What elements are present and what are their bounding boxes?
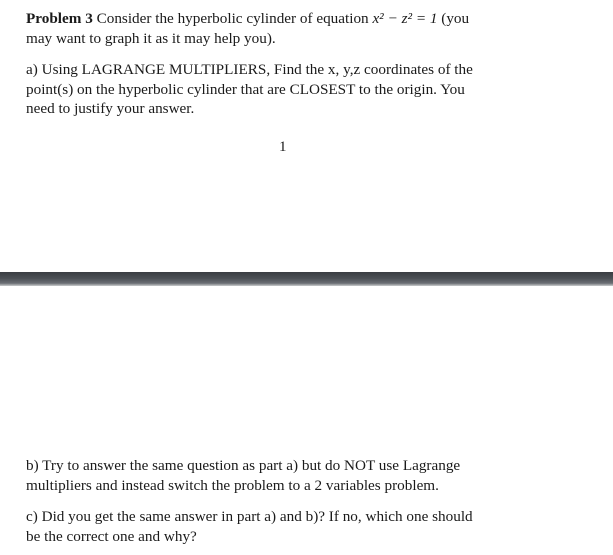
problem-heading: Problem 3 [26, 10, 93, 27]
part-a-line-2: point(s) on the hyperbolic cylinder that are CLOSEST to the origin. You [26, 80, 465, 98]
part-c-line-1: c) Did you get the same answer in part a) and b)? If no, which one should [26, 508, 473, 525]
problem-intro: Consider the hyperbolic cylinder of equation [96, 10, 369, 27]
part-a-line-3: need to justify your answer. [26, 100, 195, 117]
part-c-question [26, 507, 546, 546]
problem-statement-line-1 [26, 9, 546, 29]
problem-intro-continued: (you [441, 10, 470, 27]
part-a-question [26, 60, 546, 119]
hyperbolic-cylinder-equation: x² − z² = 1 [372, 10, 438, 27]
problem-statement-line-2: may want to graph it as it may help you). [26, 29, 276, 47]
problem-statement [26, 9, 546, 48]
page-number: 1 [279, 139, 287, 155]
part-b-question [26, 456, 546, 495]
part-c-line-2: be the correct one and why? [26, 527, 197, 545]
part-b-line-1: b) Try to answer the same question as part a) but do NOT use Lagrange [26, 457, 461, 474]
document-page-1 [0, 0, 613, 272]
part-b-line-2: multipliers and instead switch the problem to a 2 variables problem. [26, 476, 439, 494]
document-page-2 [0, 286, 613, 555]
part-a-line-1: a) Using LAGRANGE MULTIPLIERS, Find the x, y,z coordinates of the [26, 61, 473, 78]
page-break-divider [0, 272, 613, 286]
